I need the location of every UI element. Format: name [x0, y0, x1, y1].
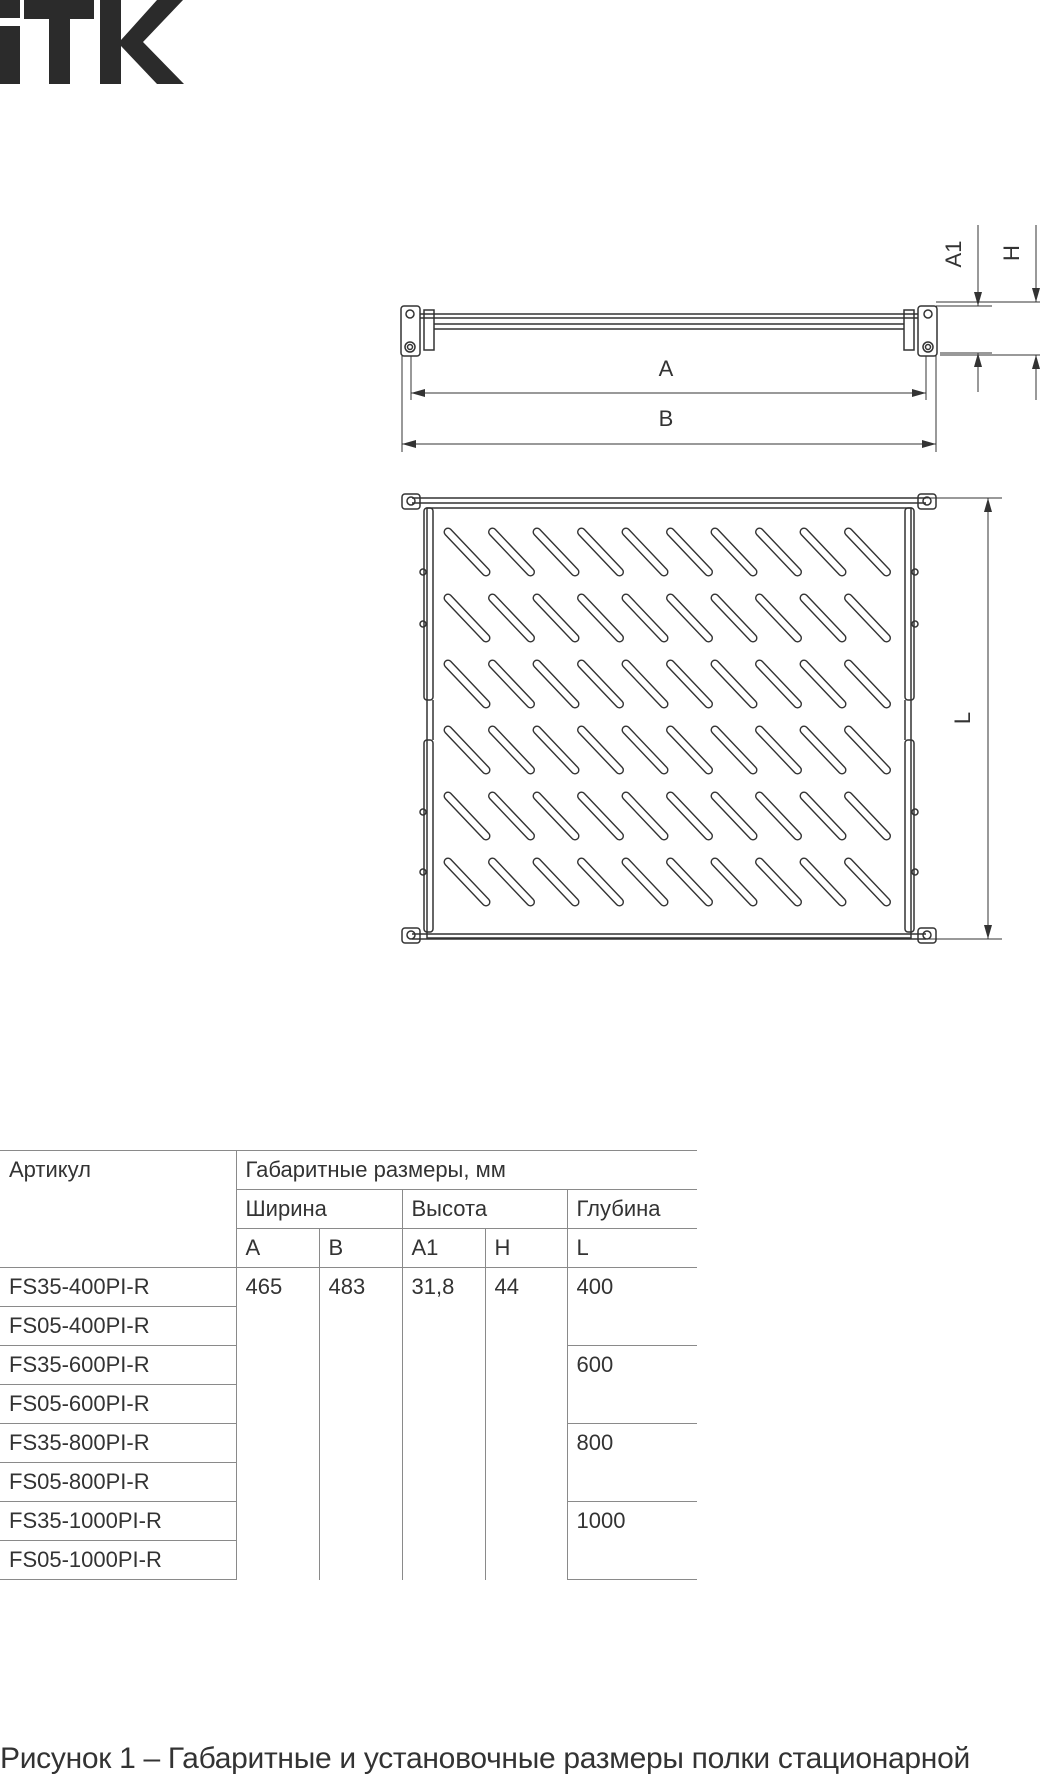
ventilation-slot-inner	[493, 532, 531, 572]
ventilation-slot-inner	[849, 730, 887, 770]
article-cell: FS35-800PI-R	[0, 1424, 236, 1463]
ventilation-slot-inner	[760, 730, 798, 770]
ventilation-slot-inner	[849, 532, 887, 572]
ventilation-slot-inner	[804, 664, 842, 704]
ventilation-slot-inner	[804, 730, 842, 770]
ventilation-slot-inner	[671, 598, 709, 638]
ventilation-slot-inner	[582, 796, 620, 836]
ventilation-slot-inner	[760, 796, 798, 836]
table-header-row	[0, 1151, 697, 1190]
ventilation-slot-inner	[448, 598, 486, 638]
ventilation-slot-inner	[671, 730, 709, 770]
header-dimensions: Габаритные размеры, мм	[236, 1151, 697, 1190]
value-a: 465	[236, 1268, 319, 1580]
dim-label-a1: A1	[941, 240, 966, 268]
ventilation-slot-inner	[626, 862, 664, 902]
article-cell: FS05-600PI-R	[0, 1385, 236, 1424]
dim-label-a: A	[658, 356, 674, 381]
header-article: Артикул	[0, 1151, 236, 1268]
value-h: 44	[485, 1268, 567, 1580]
article-cell: FS05-400PI-R	[0, 1307, 236, 1346]
dimensions-table	[0, 1150, 697, 1580]
ventilation-slot-inner	[715, 730, 753, 770]
ventilation-slot-inner	[582, 532, 620, 572]
ventilation-slot-inner	[626, 664, 664, 704]
ventilation-slot-inner	[849, 796, 887, 836]
ventilation-slot-inner	[715, 532, 753, 572]
ventilation-slot-inner	[671, 664, 709, 704]
ventilation-slot-inner	[804, 862, 842, 902]
ventilation-slot-inner	[715, 598, 753, 638]
ventilation-slot-inner	[537, 664, 575, 704]
ventilation-slot-inner	[493, 862, 531, 902]
ventilation-slot-inner	[760, 532, 798, 572]
ventilation-slot-inner	[448, 532, 486, 572]
ventilation-slot-inner	[582, 730, 620, 770]
table-row	[0, 1268, 697, 1307]
ventilation-slot-inner	[537, 730, 575, 770]
header-width: Ширина	[236, 1190, 402, 1229]
ventilation-slot-inner	[671, 862, 709, 902]
article-cell: FS05-800PI-R	[0, 1463, 236, 1502]
header-height: Высота	[402, 1190, 567, 1229]
ventilation-slot-inner	[671, 532, 709, 572]
ventilation-slot-inner	[493, 796, 531, 836]
ventilation-slot-inner	[626, 796, 664, 836]
ventilation-slot-inner	[582, 598, 620, 638]
ventilation-slot-inner	[760, 862, 798, 902]
ventilation-slot-inner	[493, 664, 531, 704]
article-cell: FS35-400PI-R	[0, 1268, 236, 1307]
value-b: 483	[319, 1268, 402, 1580]
header-col-a1: A1	[402, 1229, 485, 1268]
ventilation-slot-inner	[626, 532, 664, 572]
figure-caption: Рисунок 1 – Габаритные и установочные размеры полки стационарной	[0, 1742, 970, 1775]
ventilation-slot-inner	[671, 796, 709, 836]
header-col-a: A	[236, 1229, 319, 1268]
ventilation-slot-inner	[804, 532, 842, 572]
dim-label-h: H	[999, 245, 1024, 261]
ventilation-slot-inner	[760, 664, 798, 704]
header-col-l: L	[567, 1229, 697, 1268]
value-l: 800	[567, 1424, 697, 1502]
ventilation-slots	[448, 532, 887, 902]
ventilation-slot-inner	[626, 598, 664, 638]
article-cell: FS35-1000PI-R	[0, 1502, 236, 1541]
header-col-h: H	[485, 1229, 567, 1268]
ventilation-slot-inner	[804, 796, 842, 836]
dim-label-l: L	[950, 711, 975, 725]
ventilation-slot-inner	[849, 598, 887, 638]
ventilation-slot-inner	[715, 862, 753, 902]
ventilation-slot-inner	[537, 532, 575, 572]
ventilation-slot-inner	[537, 796, 575, 836]
header-depth: Глубина	[567, 1190, 697, 1229]
ventilation-slot-inner	[760, 598, 798, 638]
ventilation-slot-inner	[849, 664, 887, 704]
value-a1: 31,8	[402, 1268, 485, 1580]
ventilation-slot-inner	[448, 730, 486, 770]
ventilation-slot-inner	[804, 598, 842, 638]
header-col-b: B	[319, 1229, 402, 1268]
ventilation-slot-inner	[582, 862, 620, 902]
ventilation-slot-inner	[537, 862, 575, 902]
ventilation-slot-inner	[582, 664, 620, 704]
value-l: 600	[567, 1346, 697, 1424]
value-l: 400	[567, 1268, 697, 1346]
ventilation-slot-inner	[537, 598, 575, 638]
ventilation-slot-inner	[493, 730, 531, 770]
ventilation-slot-inner	[849, 862, 887, 902]
ventilation-slot-inner	[448, 664, 486, 704]
ventilation-slot-inner	[493, 598, 531, 638]
value-l: 1000	[567, 1502, 697, 1580]
dim-label-b: B	[658, 406, 674, 431]
ventilation-slot-inner	[626, 730, 664, 770]
article-cell: FS35-600PI-R	[0, 1346, 236, 1385]
ventilation-slot-inner	[448, 796, 486, 836]
ventilation-slot-inner	[715, 664, 753, 704]
ventilation-slot-inner	[448, 862, 486, 902]
article-cell: FS05-1000PI-R	[0, 1541, 236, 1580]
ventilation-slot-inner	[715, 796, 753, 836]
